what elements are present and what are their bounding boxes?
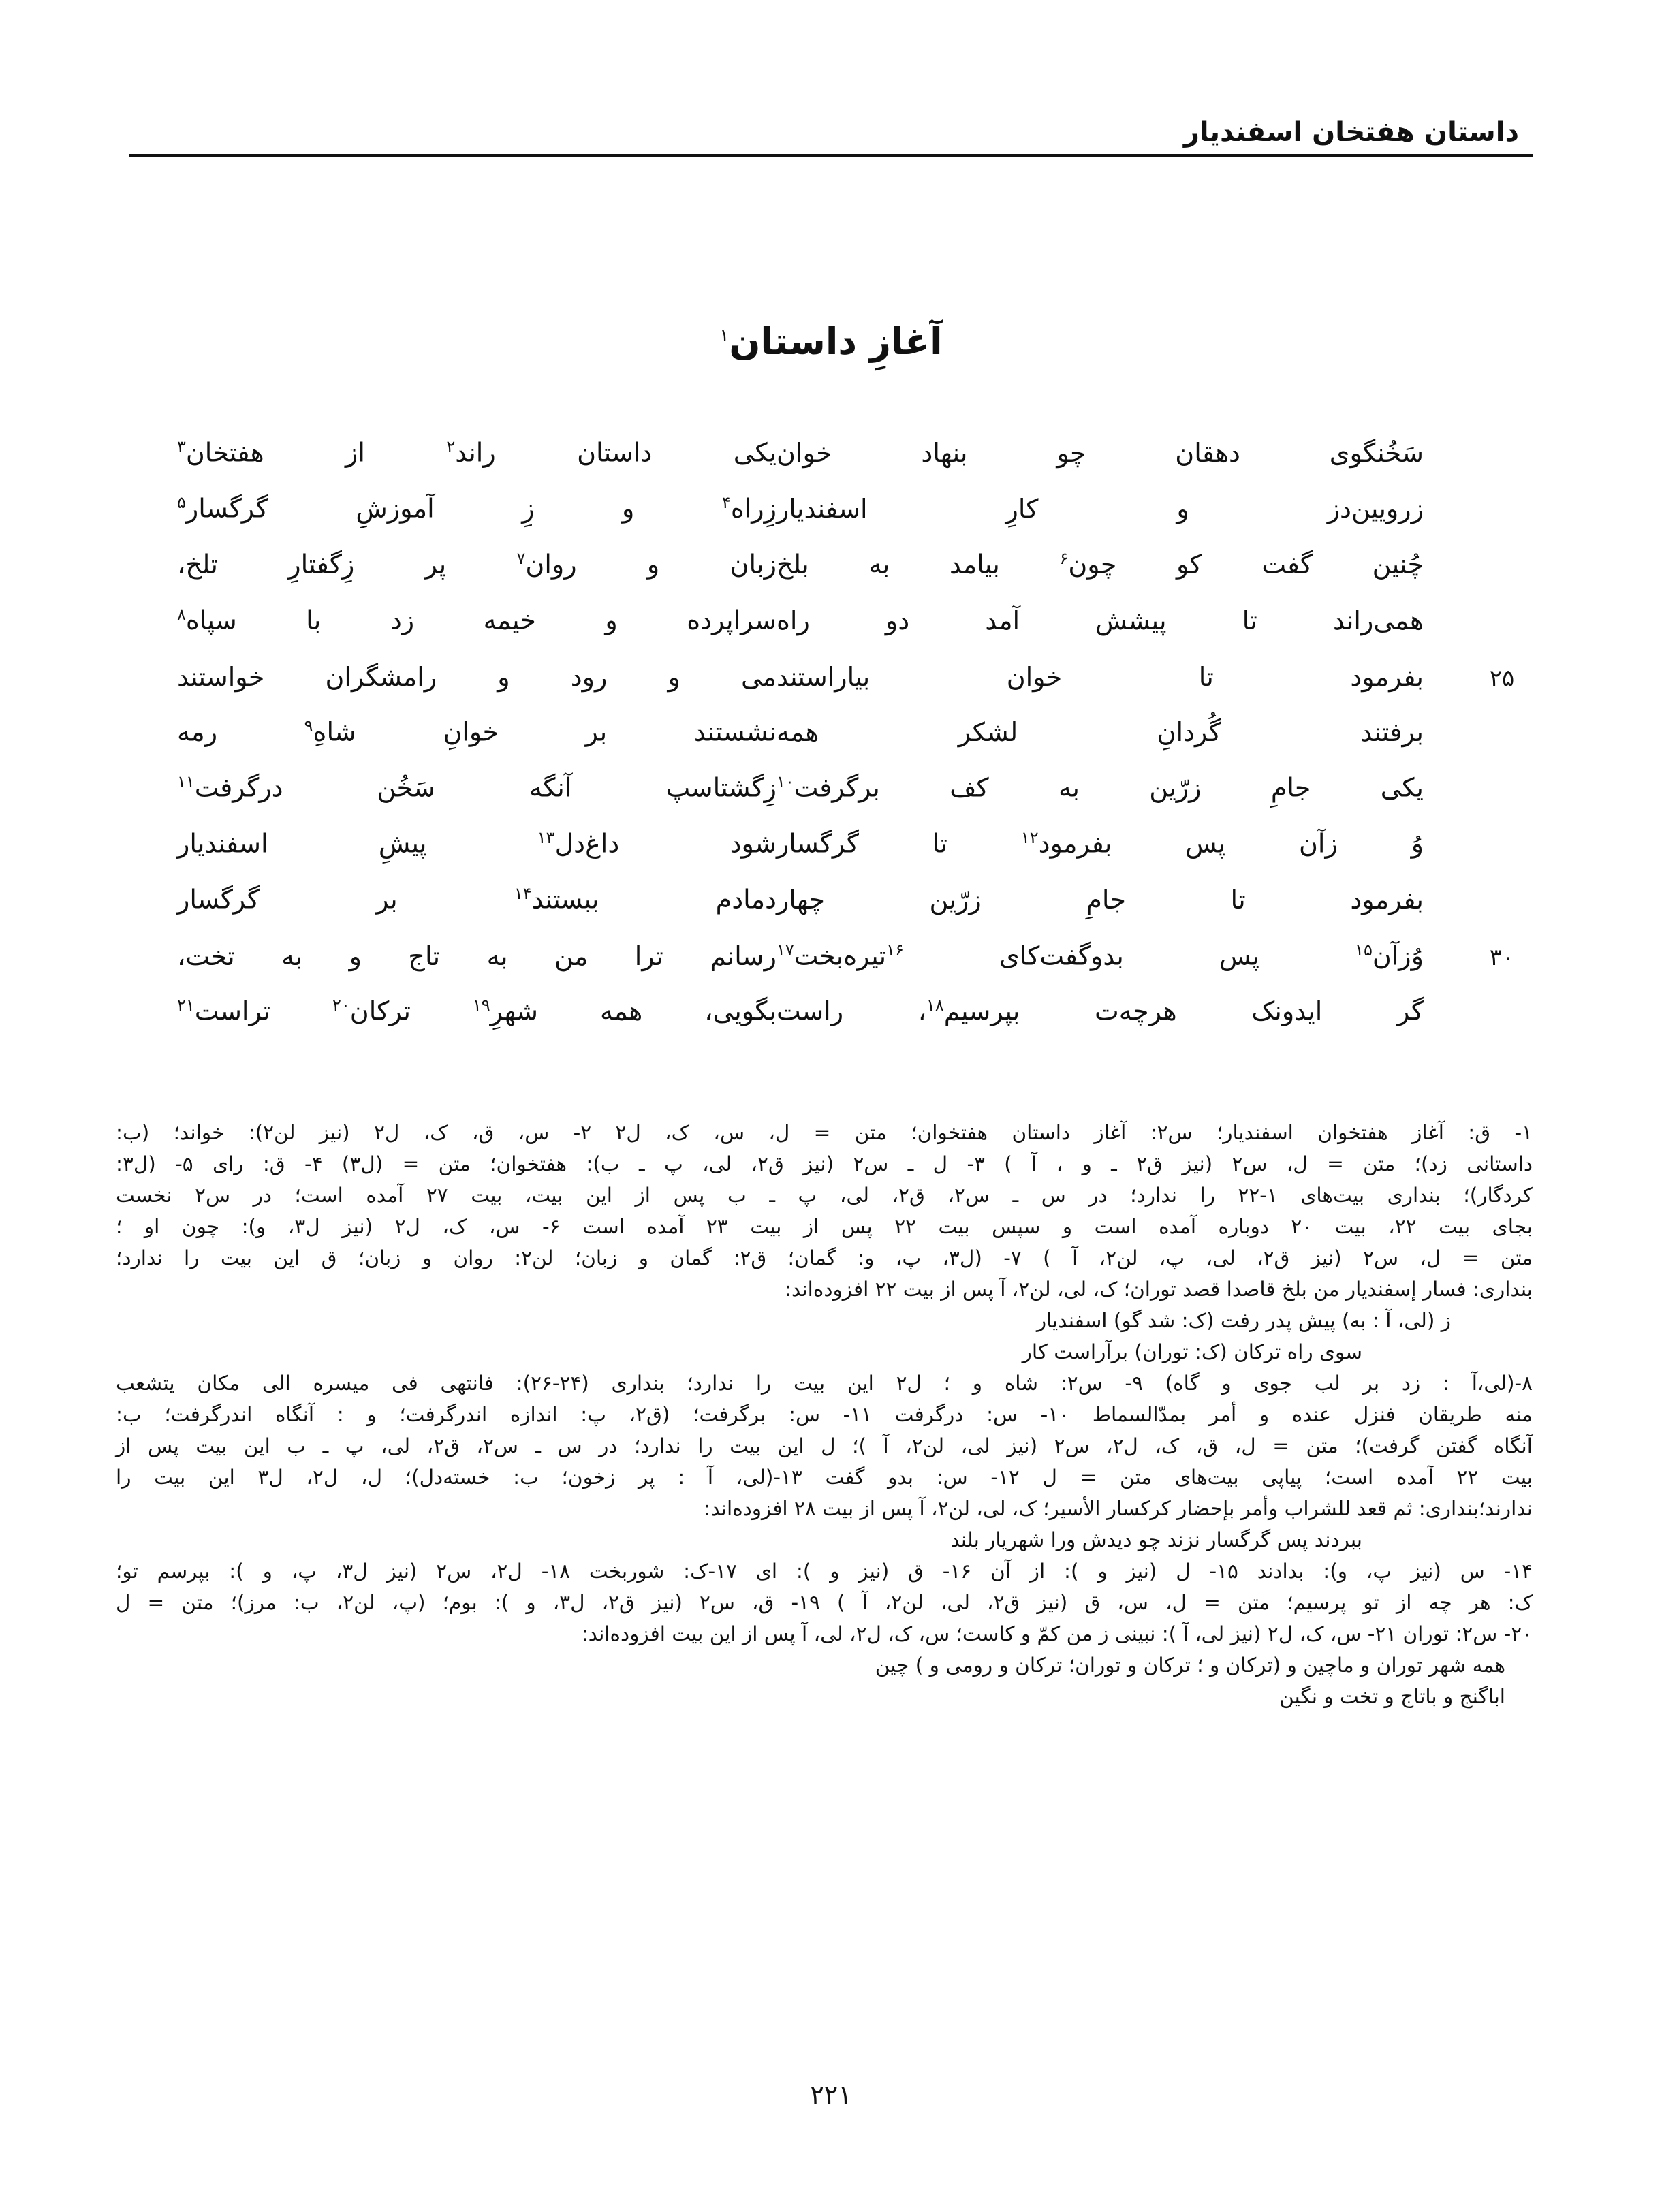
- hemistich-right: گر ایدونک هرچه‌ت بپرسیم$^{۱۸}$، راست: [777, 996, 1424, 1026]
- apparatus-line: آنگاه گفتن گرفت)؛ متن = ل، ق، ک، ل۲، س۲ (نیز لی، لن۲، آ )؛ ل این بیت را ندارد؛ در س ـ س۲، ق۲، لی، پ ـ ب این بیت پس از: [116, 1434, 1533, 1457]
- hemistich-left: زبان و روان$^۷$ پر زِگفتارِ تلخ،: [177, 549, 777, 580]
- footnote-marker: ۱۴: [514, 884, 532, 903]
- section-title: [0, 320, 1662, 363]
- apparatus-line: بجای بیت ۲۲، بیت ۲۰ دوباره آمده است و سپس بیت ۲۲ پس از بیت ۲۳ آمده است ۶- س، ک، ل۲ (نیز ل۳، و): چون او ؛: [116, 1215, 1533, 1238]
- hemistich-right: چُنین گفت کو چون$^۶$ بیامد به بلخ: [777, 549, 1424, 580]
- footnote-marker: ۱۳: [537, 828, 555, 847]
- verse-row: [129, 548, 1533, 603]
- verse-row: [129, 492, 1533, 548]
- verse-row: [129, 715, 1533, 771]
- verse-line-number: ۳۰: [1489, 944, 1515, 971]
- footnote-marker: ۶: [1059, 549, 1069, 568]
- hemistich-left: سراپرده و خیمه زد با سپاه$^۸$: [177, 605, 777, 635]
- hemistich-left: رسانم ترا من به تاج و به تخت،: [177, 941, 777, 971]
- hemistich-left: زِگشتاسپ آنگه سَخُن درگرفت$^{۱۱}$: [177, 772, 777, 803]
- hemistich-left: زِراه$^۴$ و زِ آموزشِ گرگسار$^۵$: [177, 493, 777, 524]
- footnote-marker: ۱۱: [177, 772, 195, 791]
- apparatus-line: ۲۰- س۲: توران ۲۱- س، ک، ل۲ (نیز لی، آ ): نبینی ز من کمّ و کاست؛ س، ک، ل۲، لی، آ پس از این بیت افزوده‌اند:: [581, 1622, 1533, 1645]
- verse-row: [129, 771, 1533, 827]
- apparatus-line: ۱۴- س (نیز پ، و): بدادند ۱۵- ل (نیز و ): از آن ۱۶- ق (نیز و ): ای ۱۷-ک: شوربخت ۱۸- ل۲، س۲ (نیز ل۳، پ، و ): بپرسم تو؛: [116, 1560, 1533, 1583]
- verse-line-number: [1471, 903, 1533, 908]
- verse-line-number: [1471, 568, 1533, 573]
- hemistich-right: بفرمود تا جامِ زرّین چهار: [777, 884, 1424, 915]
- verse-line-number: [1471, 847, 1533, 853]
- section-title-text: آغازِ داستان: [729, 320, 943, 363]
- hemistich-left: می و رود و رامشگران خواستند: [177, 662, 777, 692]
- critical-apparatus: [116, 1117, 1533, 1712]
- header-rule: [129, 154, 1533, 157]
- footnote-marker: ۳: [177, 437, 186, 456]
- footnote-marker: ۲۱: [177, 996, 195, 1015]
- apparatus-line: ندارند؛بنداری: ثم قعد للشراب وأمر بإحضار كركسار الأسیر؛ ک، لی، لن۲، آ پس از بیت ۲۸ افزوده‌اند:: [704, 1497, 1533, 1520]
- hemistich-right: بفرمود تا خوان بیاراستند: [777, 662, 1424, 692]
- hemistich-right: سَخُنگوی دهقان چو بنهاد خوان: [777, 437, 1424, 468]
- apparatus-quoted-verse: ز (لی، آ : به) پیش پدر رفت (ک: شد گو) اسفندیار: [1036, 1309, 1451, 1332]
- section-title-footnote-marker: ۱: [719, 326, 730, 346]
- verse-row: [129, 603, 1533, 659]
- folio-number: ۲۲۱: [810, 2080, 852, 2110]
- verse-block: [129, 436, 1533, 1050]
- apparatus-quoted-verse: ببردند پس گرگسار نزند چو دیدش ورا شهریار بلند: [950, 1528, 1362, 1551]
- footnote-marker: ۷: [516, 549, 526, 568]
- verse-row: [129, 883, 1533, 938]
- footnote-marker: ۱۵: [1355, 941, 1373, 960]
- verse-row: [129, 436, 1533, 492]
- hemistich-left: نشستند بر خوانِ شاهِ$^۹$ رمه: [177, 716, 777, 747]
- hemistich-right: زرویین‌دز و کارِ اسفندیار: [777, 493, 1424, 524]
- hemistich-right: وُزآن$^{۱۵}$ پس بدوگفت‌کای $^{۱۶}$تیره‌بخت$^{۱۷}$: [777, 941, 1424, 971]
- verse-row: [129, 938, 1533, 994]
- footnote-marker: ۱۸: [926, 996, 944, 1015]
- hemistich-left: یکی داستان راند$^۲$ از هفتخان$^۳$: [177, 437, 777, 468]
- footnote-marker: ۱۲: [1020, 828, 1039, 847]
- apparatus-line: متن = ل، س۲ (نیز ق۲، لی، پ، لن۲، آ ) ۷- (ل۳، پ، و: گمان؛ ق۲: گمان و زبان؛ لن۲: روان و زبان؛ ق این بیت را ندارد؛: [116, 1246, 1533, 1269]
- verse-line-number: [1471, 512, 1533, 518]
- hemistich-right: یکی جامِ زرّین به کف برگرفت$^{۱۰}$: [777, 772, 1424, 803]
- hemistich-right: همی‌راند تا پیشش آمد دو راه: [777, 605, 1424, 635]
- apparatus-quoted-verse: اباگنج و باتاج و تخت و نگین: [1279, 1685, 1505, 1708]
- verse-line-number: [1471, 791, 1533, 797]
- footnote-marker: ۱۶: [886, 941, 904, 960]
- footnote-marker: ۸: [177, 605, 186, 624]
- hemistich-left: دمادم ببستند$^{۱۴}$ بر گرگسار: [177, 884, 777, 915]
- footnote-marker: ۱۹: [472, 996, 490, 1015]
- footnote-marker: ۲۰: [332, 996, 350, 1015]
- verse-line-number: [1471, 1015, 1533, 1020]
- footnote-marker: ۲: [446, 437, 456, 456]
- apparatus-line: ۱- ق: آغاز هفتخوان اسفندیار؛ س۲: آغاز داستان هفتخوان؛ متن = ل، س، ک، ل۲ ۲- س، ق، ک، ل۲ (نیز لن۲): خواند؛ (ب:: [116, 1121, 1533, 1144]
- apparatus-quoted-verse: همه شهر توران و ماچین و (ترکان و ؛ ترکان و توران؛ ترکان و رومی و ) چین: [875, 1654, 1505, 1677]
- footnote-marker: ۱۷: [777, 941, 794, 960]
- hemistich-right: وُ زآن پس بفرمود$^{۱۲}$ تا گرگسار: [777, 828, 1424, 859]
- apparatus-line: بیت ۲۲ آمده است؛ پیاپی بیت‌های متن = ل ۱۲- س: بدو گفت ۱۳-(لی، آ : پر ز‌خون؛ ب: خسته‌دل)؛ ل، ل۲، ل۳ این بیت را: [116, 1466, 1533, 1489]
- running-header-text: داستان هفتخان اسفندیار: [1183, 116, 1519, 148]
- hemistich-left: شود داغ‌دل$^{۱۳}$ پیشِ اسفندیار: [177, 828, 777, 859]
- footnote-marker: ۴: [721, 493, 731, 512]
- apparatus-line: کردگار)؛ بنداری بیت‌های ۱-۲۲ را ندارد؛ در س ـ س۲، ق۲، لی، پ ـ ب پس از این بیت، بیت ۲۷ آمده است؛ در س۲ نخست: [116, 1184, 1533, 1207]
- verse-row: [129, 994, 1533, 1050]
- verse-line-number: ۲۵: [1489, 665, 1515, 692]
- footnote-marker: ۵: [177, 493, 186, 512]
- verse-line-number: [1471, 456, 1533, 462]
- hemistich-left: بگویی، همه شهرِ$^{۱۹}$ ترکان$^{۲۰}$ تراست$^{۲۱}$: [177, 996, 777, 1026]
- hemistich-right: برفتند گُردانِ لشکر همه: [777, 716, 1424, 747]
- footnote-marker: ۱۰: [777, 772, 794, 791]
- verse-line-number: [1471, 736, 1533, 741]
- running-header: [129, 116, 1533, 157]
- verse-row: [129, 659, 1533, 715]
- verse-row: [129, 827, 1533, 883]
- apparatus-line: داستانی زد)؛ متن = ل، س۲ (نیز ق۲ ـ و ، آ ) ۳- ل ـ س۲ (نیز ق۲، لی، پ ـ ب): هفتخوان؛ متن = (ل۳) ۴- ق: رای ۵- (ل۳:: [116, 1152, 1533, 1175]
- apparatus-line: ۸-(لی،آ : زد بر لب جوی و گاه) ۹- س۲: شاه و ؛ ل۲ این بیت را ندارد؛ بنداری (۲۴-۲۶): فانتهی فی میسره الی مکان یتشعب: [116, 1372, 1533, 1395]
- apparatus-line: منه طریقان فنزل عنده و أمر بمدّالسماط ۱۰- س: در‌گرفت ۱۱- س: برگرفت؛ (ق۲، پ: اندازه اندرگرفت؛ و : آنگاه اندرگرفت؛ ب:: [116, 1403, 1533, 1426]
- apparatus-quoted-verse: سوی راه ترکان (ک: توران) برآراست کار: [1022, 1340, 1362, 1363]
- apparatus-line: بنداری: فسار إسفندیار من بلخ قاصدا قصد توران؛ ک، لی، لن۲، آ پس از بیت ۲۲ افزوده‌اند:: [785, 1278, 1533, 1301]
- apparatus-line: ک: هر چه از تو پرسیم؛ متن = ل، س، ق (نیز ق۲، لی، لن۲، آ ) ۱۹- ق، س۲ (نیز ق۲، ل۳، و ): بوم؛ (پ، لن۲، ب: مرز)؛ متن = ل: [116, 1591, 1533, 1614]
- verse-line-number: [1471, 624, 1533, 629]
- footnote-marker: ۹: [304, 716, 313, 736]
